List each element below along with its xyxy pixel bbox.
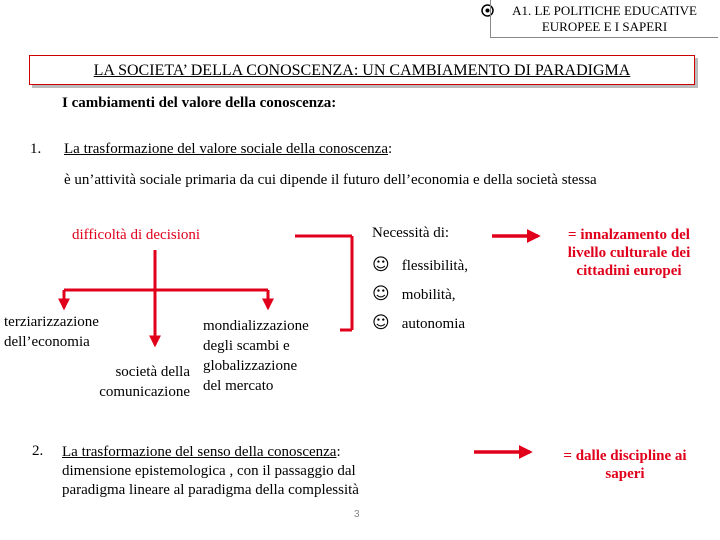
header-line-1: A1. LE POLITICHE EDUCATIVE xyxy=(512,3,697,18)
page-number: 3 xyxy=(354,509,360,520)
smiley-icon: ☺ xyxy=(372,284,390,304)
branch2-line2: comunicazione xyxy=(99,384,190,400)
point2-colon: : xyxy=(336,444,341,460)
need-mobilita: mobilità, xyxy=(401,287,456,303)
need-item xyxy=(372,309,468,338)
branch3-line2: degli scambi e xyxy=(203,338,290,354)
branch3-line3: globalizzazione xyxy=(203,358,298,374)
result-discipline xyxy=(540,447,710,483)
result1-line2: livello culturale dei xyxy=(567,245,691,261)
result2-line2: saperi xyxy=(605,466,645,482)
need-item xyxy=(372,251,468,280)
smiley-icon: ☺ xyxy=(372,313,390,333)
point2-number: 2. xyxy=(32,443,44,459)
point2-heading: La trasformazione del senso della conoscenza xyxy=(62,444,337,460)
branch2-line1: società della xyxy=(115,364,190,380)
need-item xyxy=(372,280,468,309)
need-flessibilita: flessibilità, xyxy=(401,258,468,274)
point1-heading: La trasformazione del valore sociale della conoscenza xyxy=(64,141,389,157)
result1-line1: = innalzamento del xyxy=(568,227,690,243)
point2-line2: dimensione epistemologica , con il passaggio dal xyxy=(62,463,356,479)
branch1-line2: dell’economia xyxy=(4,334,90,350)
point1-number: 1. xyxy=(30,141,42,157)
point2-line3: paradigma lineare al paradigma della complessità xyxy=(62,482,359,498)
result-innalzamento xyxy=(540,226,718,280)
branch3-line4: del mercato xyxy=(203,378,274,394)
branch-societa xyxy=(78,362,190,402)
branch1-line1: terziarizzazione xyxy=(4,314,99,330)
needs-list xyxy=(372,251,468,338)
header-line-2: EUROPEE E I SAPERI xyxy=(541,19,668,34)
branch-terziarizzazione xyxy=(4,312,99,352)
difficulty-label: difficoltà di decisioni xyxy=(72,227,201,243)
result1-line3: cittadini europei xyxy=(576,263,682,279)
result2-line1: = dalle discipline ai xyxy=(563,448,687,464)
branch-mondializzazione xyxy=(203,316,309,396)
needs-title: Necessità di: xyxy=(372,225,450,241)
subtitle: I cambiamenti del valore della conoscenza: xyxy=(62,95,337,111)
point1-colon: : xyxy=(388,141,393,157)
point2-heading-row xyxy=(62,443,359,462)
need-autonomia: autonomia xyxy=(401,316,466,332)
point1-description: è un’attività sociale primaria da cui dipende il futuro dell’economia e della società stessa xyxy=(64,172,597,188)
page-title: LA SOCIETA’ DELLA CONOSCENZA: UN CAMBIAMENTO DI PARADIGMA xyxy=(29,55,695,85)
branch3-line1: mondializzazione xyxy=(203,318,309,334)
point2-body xyxy=(62,443,359,500)
smiley-icon: ☺ xyxy=(372,255,390,275)
